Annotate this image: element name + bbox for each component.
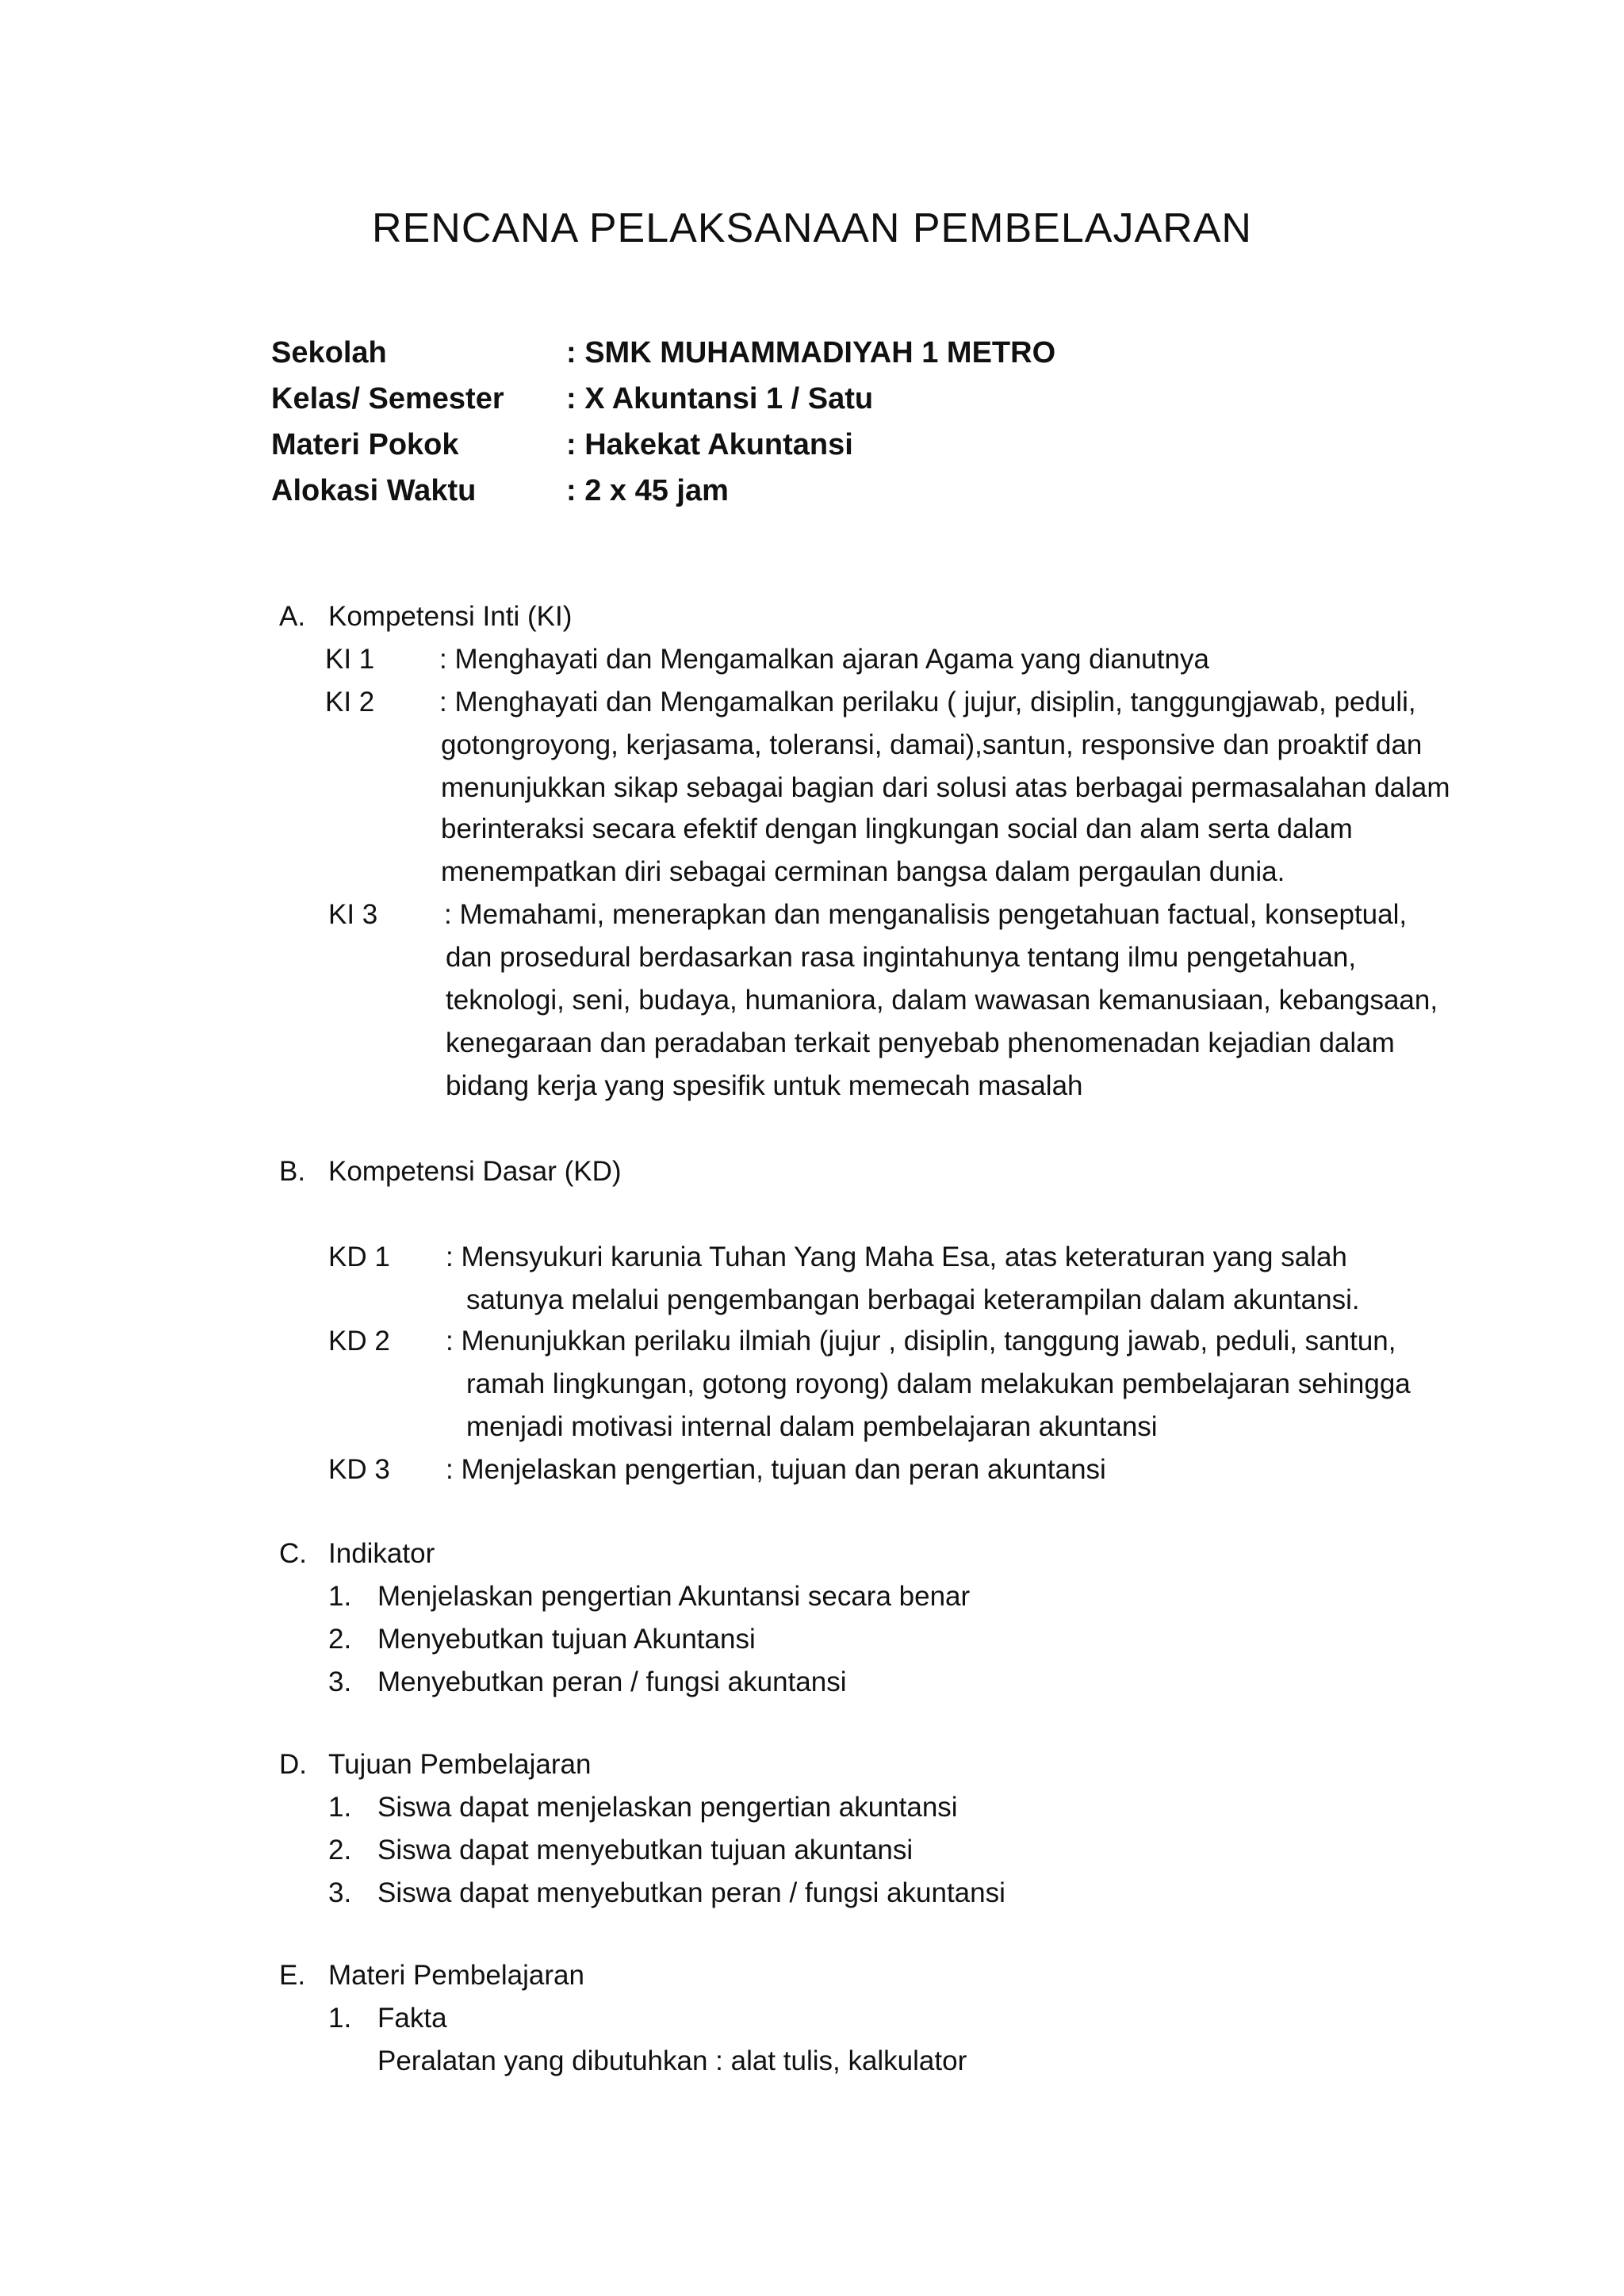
identity-value: : 2 x 45 jam — [566, 474, 729, 507]
identity-label: Sekolah — [271, 336, 387, 369]
section-title: Materi Pembelajaran — [328, 1960, 584, 1991]
list-item-text: Menyebutkan tujuan Akuntansi — [377, 1624, 756, 1655]
ki-code: KI 1 — [325, 644, 375, 675]
section-title: Indikator — [328, 1538, 435, 1569]
list-number: 1. — [328, 2003, 352, 2034]
kd-3-line: : Menjelaskan pengertian, tujuan dan peran akuntansi — [446, 1454, 1106, 1485]
identity-label: Alokasi Waktu — [271, 474, 477, 507]
identity-value: : Hakekat Akuntansi — [566, 428, 853, 461]
kd-code: KD 3 — [328, 1454, 390, 1485]
ki-2-line: menempatkan diri sebagai cerminan bangsa dalam pergaulan dunia. — [441, 856, 1285, 887]
identity-value: : X Akuntansi 1 / Satu — [566, 382, 874, 415]
identity-value: : SMK MUHAMMADIYAH 1 METRO — [566, 336, 1056, 369]
ki-2-line: : Menghayati dan Mengamalkan perilaku ( jujur, disiplin, tanggungjawab, peduli, — [439, 687, 1416, 718]
section-title: Kompetensi Inti (KI) — [328, 601, 573, 632]
kd-2-line: ramah lingkungan, gotong royong) dalam melakukan pembelajaran sehingga — [466, 1368, 1411, 1399]
list-item-text: Siswa dapat menyebutkan peran / fungsi akuntansi — [377, 1877, 1005, 1908]
list-number: 2. — [328, 1835, 352, 1866]
ki-code: KI 2 — [325, 687, 375, 718]
identity-label: Materi Pokok — [271, 428, 459, 461]
identity-label: Kelas/ Semester — [271, 382, 504, 415]
list-number: 3. — [328, 1667, 352, 1697]
list-item-text: Menyebutkan peran / fungsi akuntansi — [377, 1667, 847, 1697]
list-number: 2. — [328, 1624, 352, 1655]
ki-3-line: bidang kerja yang spesifik untuk memecah masalah — [446, 1070, 1083, 1101]
section-letter: A. — [279, 601, 306, 632]
list-item-text: Siswa dapat menjelaskan pengertian akuntansi — [377, 1792, 958, 1823]
section-letter: E. — [279, 1960, 306, 1991]
list-number: 1. — [328, 1581, 352, 1612]
list-item-text: Siswa dapat menyebutkan tujuan akuntansi — [377, 1835, 914, 1866]
section-letter: C. — [279, 1538, 307, 1569]
kd-code: KD 2 — [328, 1326, 390, 1357]
ki-2-line: gotongroyong, kerjasama, toleransi, damai),santun, responsive dan proaktif dan — [441, 729, 1423, 760]
ki-1-line: : Menghayati dan Mengamalkan ajaran Agama yang dianutnya — [439, 644, 1209, 675]
kd-code: KD 1 — [328, 1242, 390, 1272]
ki-3-line: teknologi, seni, budaya, humaniora, dalam wawasan kemanusiaan, kebangsaan, — [446, 985, 1438, 1016]
kd-1-line: satunya melalui pengembangan berbagai keterampilan dalam akuntansi. — [466, 1284, 1360, 1315]
list-item-detail: Peralatan yang dibutuhkan : alat tulis, kalkulator — [377, 2045, 967, 2076]
list-item-text: Menjelaskan pengertian Akuntansi secara benar — [377, 1581, 971, 1612]
kd-1-line: : Mensyukuri karunia Tuhan Yang Maha Esa, atas keteraturan yang salah — [446, 1242, 1347, 1272]
kd-2-line: menjadi motivasi internal dalam pembelajaran akuntansi — [466, 1411, 1158, 1442]
kd-2-line: : Menunjukkan perilaku ilmiah (jujur , disiplin, tanggung jawab, peduli, santun, — [446, 1326, 1396, 1357]
ki-2-line: menunjukkan sikap sebagai bagian dari solusi atas berbagai permasalahan dalam — [441, 772, 1450, 803]
list-item-text: Fakta — [377, 2003, 447, 2034]
ki-3-line: : Memahami, menerapkan dan menganalisis pengetahuan factual, konseptual, — [444, 899, 1408, 930]
list-number: 3. — [328, 1877, 352, 1908]
ki-2-line: berinteraksi secara efektif dengan lingkungan social dan alam serta dalam — [441, 813, 1353, 844]
section-title: Tujuan Pembelajaran — [328, 1749, 592, 1780]
page-title: RENCANA PELAKSANAAN PEMBELAJARAN — [372, 205, 1252, 251]
ki-3-line: dan prosedural berdasarkan rasa ingintahunya tentang ilmu pengetahuan, — [446, 942, 1357, 973]
list-number: 1. — [328, 1792, 352, 1823]
section-letter: D. — [279, 1749, 307, 1780]
section-letter: B. — [279, 1156, 306, 1187]
ki-3-line: kenegaraan dan peradaban terkait penyebab phenomenadan kejadian dalam — [446, 1027, 1395, 1058]
ki-code: KI 3 — [328, 899, 378, 930]
section-title: Kompetensi Dasar (KD) — [328, 1156, 622, 1187]
